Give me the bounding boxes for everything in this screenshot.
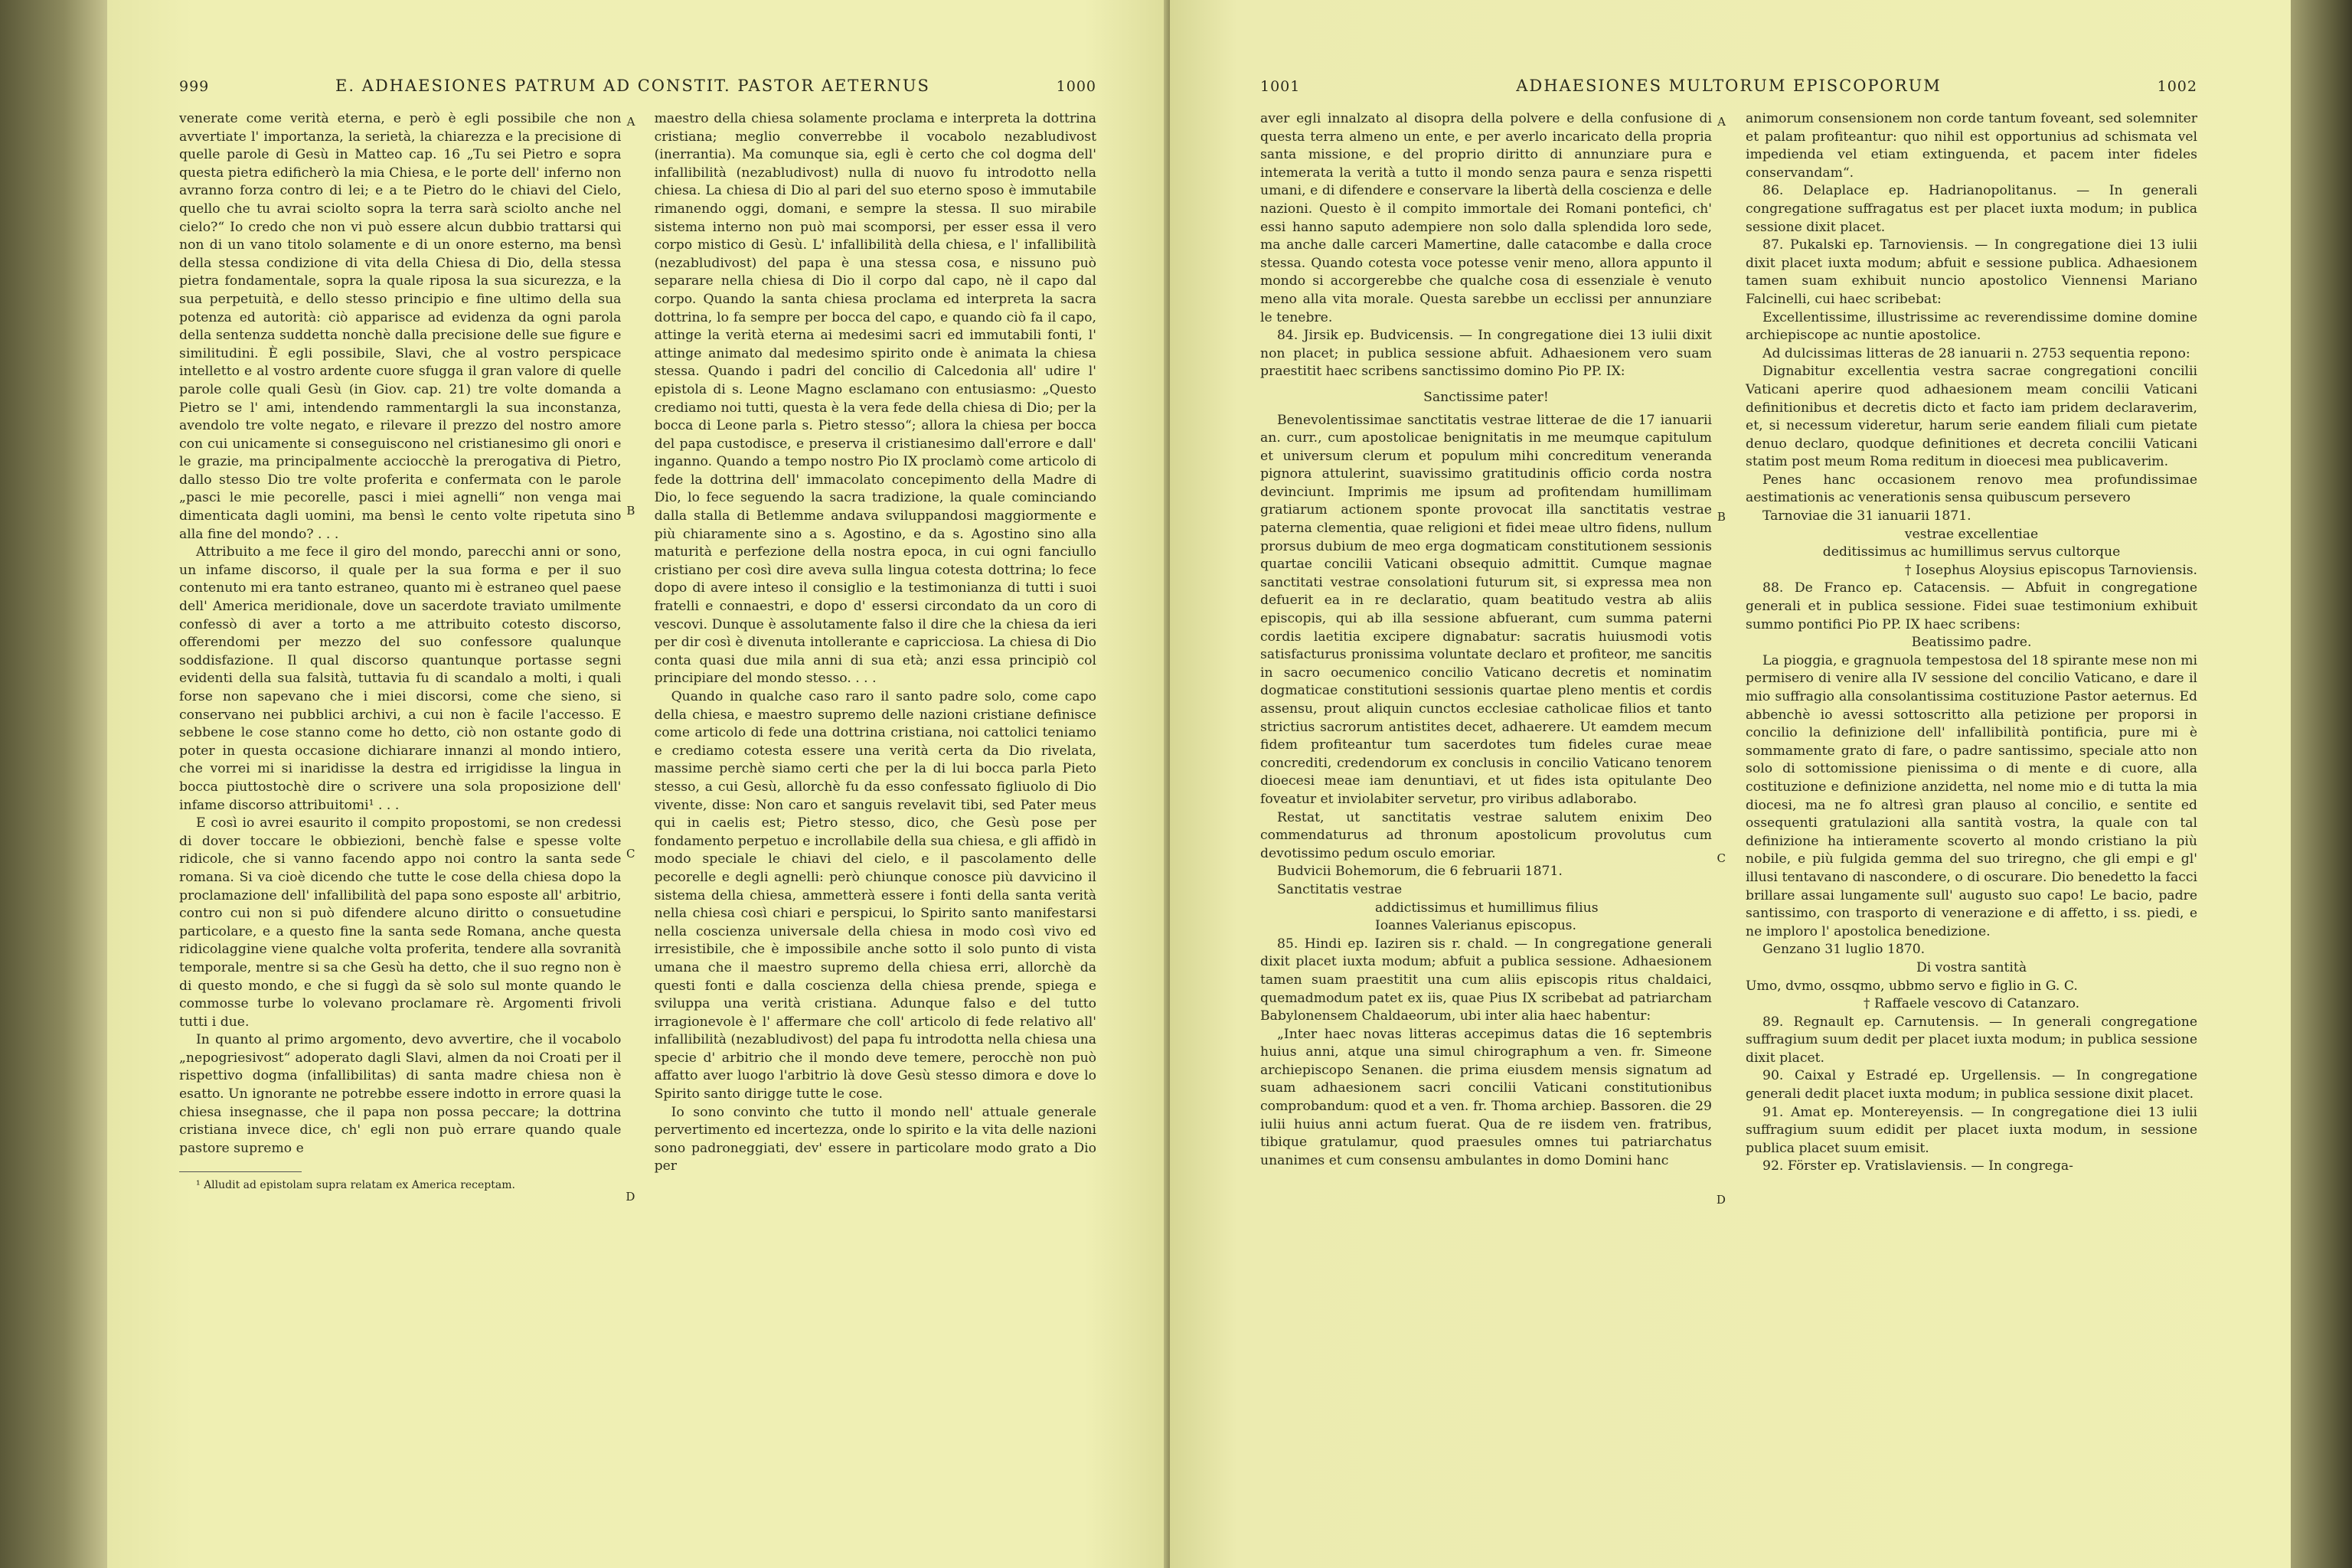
right-page-title: ADHAESIONES MULTORUM EPISCOPORUM bbox=[1516, 77, 1942, 95]
right-running-head bbox=[1260, 77, 2197, 95]
dateline: Tarnoviae die 31 ianuarii 1871. bbox=[1762, 508, 1971, 524]
entry-87: 87. Pukalski ep. Tarnoviensis. — In congregatione diei 13 iulii dixit placet iuxta modum; abfuit e sessione publica. Adhaesionem tamen suam exhibuit nuncio apostolico Viennensi Mariano Falcinelli, cui haec scribebat: bbox=[1746, 237, 2197, 307]
page-number-1002: 1002 bbox=[2157, 78, 2197, 95]
footnote-rule bbox=[179, 1171, 302, 1178]
paragraph: venerate come verità eterna, e però è egli possibile che non avvertiate l' importanza, la serietà, la chiarezza e la precisione di quelle parole di Gesù in Matteo cap. 16 „Tu sei Pietro e sopra questa pietra edificherò la mia Chiesa, e le porte dell' inferno non avranno forza contro di lei; e a te Pietro do le chiavi del Cielo, quello che tu avrai sciolto sopra la terra sarà sciolto anche nel cielo?“ Io credo che non vi può essere alcun dubbio trattarsi qui non di un vano titolo solamente e di un onore esterno, ma bensì della stessa condizione di vita della Chiesa di Dio, della stessa pietra fondamentale, sopra la quale riposa la sua sicurezza, e la sua perpetuità, e dello stesso principio e fine ultimo della sua potenza ed autorità: ciò apparisce ad evidenza da ogni parola della sentenza suddetta nonchè dalla precisione delle sue figure e similitudini. È egli possibile, Slavi, che al vostro perspicace intelletto e al vostro ardente cuore sfugga il gran valore di quelle parole colle quali Gesù (in Giov. cap. 21) tre volte domanda a Pietro se l' ami, intendendo rammentargli la sua inconstanza, avendolo tre volte negato, e rilevare il prezzo del nostro amore con cui unicamente si conseguiscono nel cristianesimo gli onori e le grazie, ma principalmente acciocchè la prerogativa di Pietro, dallo stesso Dio tre volte proferita e confermata con le parole „pasci le mie pecorelle, pasci i miei agnelli“ non venga mai dimenticata dagli uomini, ma bensì le cento volte ripetuta sino alla fine del mondo? . . . bbox=[179, 111, 622, 542]
signature: † Raffaele vescovo di Catanzaro. bbox=[1863, 996, 2080, 1012]
paragraph: Benevolentissimae sanctitatis vestrae litterae de die 17 ianuarii an. curr., cum apostolicae benignitatis in me meumque capitulum et universum clerum et populum mihi concreditum veneranda pignora attulerint, suavissimo gratitudinis officio corda nostra devinciunt. Imprimis me ipsum ad profitendam humillimam gratiarum actionem sponte provocat illa sanctitatis vestrae paterna clementia, quae religioni et fidei meae ultro fidens, nullum prorsus dubium de meo erga dogmaticam constitutionem sessionis quartae concilii Vaticani obsequio admittit. Cumque magnae sanctitati vestrae consolationi futurum sit, si expressa mea non defuerit ea in re declaratio, quam beatitudo vestra ab aliis episcopis, qui ab illa sessione abfuerant, cum summa paterni cordis laetitia excipere dignabatur: sacratis huiusmodi votis satisfacturus pronissima voluntate declaro et profiteor, me sancitis in sacro oecumenico concilio Vaticano decretis et nominatim dogmaticae constitutioni sessionis quartae pleno mentis et cordis assensu, prout aliquin cunctos ecclesiae catholicae filios et tanto strictius sacrorum antistites decet, adhaerere. Ut eamdem mecum fidem profiteantur tum sacerdotes tum fideles curae meae concrediti, credendorum ex conclusis in concilio Vaticano tenorem dioecesi meae iam denuntiavi, et ut fides ista opitulante Deo foveatur et inviolabiter servetur, pro viribus adlaborabo. bbox=[1260, 412, 1712, 807]
paragraph: aver egli innalzato al disopra della polvere e della confusione di questa terra almeno un ente, e per averlo incaricato della propria santa missione, e del proprio diritto di annunziare pura e intemerata la verità a tutto il mondo senza paura e senza rispetti umani, e di difendere e conservare la libertà della coscienza e delle nazioni. Questo è il compito immortale dei Romani pontefici, ch' essi hanno saputo adempiere non solo dalla splendida loro sede, ma anche dalle carceri Mamertine, dalle catacombe e dalla croce stessa. Quando cotesta voce potesse venir meno, allora appunto il mondo si accorgerebbe che qualche cosa di essenziale è venuto meno alla vita morale. Questa sarebbe un ecclissi per annunziare le tenebre. bbox=[1260, 111, 1712, 325]
margin-mark-b: B bbox=[626, 504, 635, 518]
entry-91: 91. Amat ep. Montereyensis. — In congregatione diei 13 iulii suffragium suum edidit per placet iuxta modum, in sessione publica placet suum emisit. bbox=[1746, 1104, 2197, 1156]
margin-mark-a: A bbox=[626, 115, 635, 129]
paragraph: Quando in qualche caso raro il santo padre solo, come capo della chiesa, e maestro supremo delle nazioni cristiane definisce come articolo di fede una dottrina cristiana, noi cattolici teniamo e crediamo cotesta essere una verità certa da Dio rivelata, massime perchè siamo certi che per la di lui bocca parla Pieto stesso, a cui Gesù, allorchè fu da esso confessato figliuolo di Dio vivente, disse: Non caro et sanguis revelavit tibi, sed Pater meus qui in caelis est; Pietro stesso, dico, che Gesù pose per fondamento perpetuo e incrollabile della sua chiesa, e gli affidò in modo speciale le chiavi del cielo, e il pascolamento delle pecorelle e degli agnelli: però chiunque conosce più davvicino il sistema della chiesa, ammetterà essere i fonti della santa verità nella chiesa così chiari e perspicui, lo Spirito santo manifestarsi nella coscienza universale della chiesa in modo così vivo ed irresistibile, che è impossibile anche sotto il solo punto di vista umana che il maestro supremo della chiesa erri, allorchè da questi fonti e dalla coscienza della chiesa prende, spiega e sviluppa una verità cristiana. Adunque falso e del tutto irragionevole è l' affermare che coll' articolo di fede relativo all' infallibilità (nezabludivost) del papa fu introdotta nella chiesa una specie d' arbitrio che il mondo deve temere, perocchè non può affatto aver luogo l'arbitrio là dove Gesù stesso dimora e dove lo Spirito santo dirigge tutte le cose. bbox=[654, 689, 1096, 1102]
margin-mark-c: C bbox=[1717, 851, 1726, 865]
signature: † Iosephus Aloysius episcopus Tarnoviensis. bbox=[1904, 562, 2197, 578]
page-number-1000: 1000 bbox=[1056, 78, 1096, 95]
paragraph: „Inter haec novas litteras accepimus datas die 16 septembris huius anni, atque una simul chirographum a ven. fr. Simeone archiepiscopo Senanen. die prima eiusdem mensis signatum ad suam adhaesionem sacri concilii Vaticani constitutionibus comprobandum: quod et a ven. fr. Thoma archiep. Bassoren. die 29 iulii huius anni actum fuerat. Qua de re iisdem ven. fratribus, tibique gratulamur, quod praesules omnes tui patriarchatus unanimes et cum consensu ambulantes in domo Domini hanc bbox=[1260, 1026, 1712, 1168]
paragraph: E così io avrei esaurito il compito propostomi, se non credessi di dover toccare le obbiezioni, benchè false e spesse volte ridicole, che si vanno facendo appo noi contro la santa sede romana. Si va cioè dicendo che tutte le cose della chiesa dopo la proclamazione dell' infallibilità del papa sono esposte all' arbitrio, contro cui non si può difendere alcuno diritto o consuetudine particolare, e a questo fine la santa sede Romana, anche questa ridicolaggine viene qualche volta proferita, tendere alla sovranità temporale, mentre si sa che Gesù ha detto, che il suo regno non è di questo mondo, e che si fuggì da sè solo sul monte quando le commosse turbe lo volevano proclamare rè. Argomenti frivoli tutti i due. bbox=[179, 815, 622, 1030]
entry-90: 90. Caixal y Estradé ep. Urgellensis. — In congregatione generali dedit placet iuxta modum; in publica sessione dixit placet. bbox=[1746, 1068, 2197, 1102]
entry-85: 85. Hindi ep. Iaziren sis r. chald. — In congregatione generali dixit placet iuxta modum; abfuit a publica sessione. Adhaesionem tamen suam praestitit una cum aliis episcopis ritus chaldaici, quemadmodum patet ex iis, quae Pius IX scribebat ad patriarcham Babylonensem Chaldaeorum, ubi inter alia haec habentur: bbox=[1260, 936, 1712, 1024]
left-page-column-1 bbox=[179, 110, 635, 1204]
entry-84: 84. Jirsik ep. Budvicensis. — In congregatione diei 13 iulii dixit non placet; in publica sessione abfuit. Adhaesionem vero suam praestitit haec scribens sanctissimo domino Pio PP. IX: bbox=[1260, 328, 1712, 380]
page-number-1001: 1001 bbox=[1260, 78, 1301, 95]
entry-92: 92. Förster ep. Vratislaviensis. — In congrega- bbox=[1762, 1158, 2073, 1174]
right-page-column-1 bbox=[1260, 110, 1726, 1207]
closing: addictissimus et humillimus filius bbox=[1375, 900, 1599, 916]
paragraph: maestro della chiesa solamente proclama e interpreta la dottrina cristiana; meglio converrebbe il vocabolo nezabludivost (inerrantia). Ma comunque sia, egli è certo che col dogma dell' infallibilità (nezabludivost) nulla di nuovo fu introdotto nella chiesa. La chiesa di Dio al pari del suo eterno sposo è immutabile rimanendo oggi, domani, e sempre la stessa. Il suo mirabile sistema interno non può mai scomporsi, per esser essa il vero corpo mistico di Gesù. L' infallibilità della chiesa, e l' infallibilità (nezabludivost) del papa è una stessa cosa, e nissuno può separare nella chiesa di Dio il corpo dal capo, nè il capo dal corpo. Quando la santa chiesa proclama ed interpreta la sacra dottrina, lo fa sempre per bocca del capo, e quando ciò fa il capo, attinge la verità eterna ai medesimi sacri ed immutabili fonti, l' attinge animato dal medesimo spirito onde è animata la chiesa stessa. Quando i padri del concilio di Calcedonia all' udire l' epistola di s. Leone Magno esclamano con entusiasmo: „Questo crediamo noi tutti, questa è la vera fede della chiesa di Dio; per la bocca di Leone parla s. Pietro stesso“; allora la chiesa per bocca del papa custodisce, e preserva il cristianesimo dall'errore e dall' inganno. Quando a tempo nostro Pio IX proclamò come articolo di fede la dottrina dell' immacolato concepimento della Madre di Dio, lo fece seguendo la sacra tradizione, la quale cominciando dalla stalla di Betlemme andava sviluppandosi maggiormente e più chiaramente sino a s. Agostino, e da s. Agostino sino alla maturità e perfezione della nostra epoca, in cui ogni fanciullo cristiano per così dire aveva sulla lingua cotesta dottrina; lo fece dopo di avere inteso il consiglio e la testimonianza di tutti i suoi fratelli e connaestri, e dopo d' essersi circondato da un coro di vescovi. Dunque è assolutamente falso il dire che la chiesa da ieri per dir così è divenuta intollerante e capricciosa. La chiesa di Dio conta quasi due mila anni di sua età; anzi essa principiò col principiare del mondo stesso. . . . bbox=[654, 111, 1096, 687]
right-page bbox=[1170, 0, 2291, 1568]
paragraph: La pioggia, e gragnuola tempestosa del 18 spirante mese non mi permisero di venire alla IV sessione del concilio Vaticano, e dare il mio suffragio alla consolantissima costituzione Pastor aeternus. Ed abbenchè io avessi sottoscritto alla petizione per proporsi in concilio la definizione dell' infallibilità pontificia, pure mi è sommamente grato di fare, o padre santissimo, speciale atto non solo di sottomissione pienissima o di mente e di cuore, alla costituzione e definizione anzidetta, nel nome mio e di tutta la mia diocesi, ma ne fo altresì gran plauso al concilio, e sentite ed ossequenti gratulazioni alla santità vostra, la quale con tal definizione ha intieramente scoverto al mondo cristiano la più nobile, e più fulgida gemma del suo triregno, che gli empi e gl' illusi tentavano di nascondere, o di oscurare. Dio benedetto la facci brillare assai lungamente sull' augusto suo capo! Le bacio, padre santissimo, con trasporto di venerazione e di affetto, i ss. piedi, e ne imploro l' apostolica benedizione. bbox=[1746, 652, 2197, 939]
margin-mark-c: C bbox=[626, 847, 635, 861]
entry-88: 88. De Franco ep. Catacensis. — Abfuit in congregatione generali et in publica sessione. Fidei suae testimonium exhibuit summo pontifici Pio PP. IX haec scribens: bbox=[1746, 580, 2197, 632]
closing: vestrae excellentiae bbox=[1904, 526, 2039, 542]
paragraph: Penes hanc occasionem renovo mea profundissimae aestimationis ac venerationis sensa quibuscum persevero bbox=[1746, 472, 2197, 506]
paragraph: animorum consensionem non corde tantum foveant, sed solemniter et palam profiteantur: quo nihil est opportunius ad schismata vel impedienda vel etiam extinguenda, et pacem inter fideles conservandam“. bbox=[1746, 111, 2197, 181]
paragraph: Ad dulcissimas litteras de 28 ianuarii n. 2753 sequentia repono: bbox=[1762, 345, 2190, 361]
left-page-column-2 bbox=[655, 110, 1096, 1193]
paragraph: Restat, ut sanctitatis vestrae salutem enixim Deo commendaturus ad thronum apostolicum provolutus cum devotissimo pedum osculo emoriar. bbox=[1260, 809, 1712, 861]
paragraph: Dignabitur excellentia vestra sacrae congregationi concilii Vaticani aperire quod adhaesionem meam concilii Vaticani definitionibus et decretis dicto et facto iam pridem declaraverim, et, si necessum videretur, harum serie eandem filiali cum pietate denuo declaro, quodque definitiones et decreta concilii Vaticani statim post meum Roma reditum in dioecesi mea publicaverim. bbox=[1746, 364, 2197, 470]
signature: Ioannes Valerianus episcopus. bbox=[1375, 918, 1576, 934]
left-page bbox=[107, 0, 1170, 1568]
margin-mark-a: A bbox=[1717, 115, 1726, 129]
closing: Di vostra santità bbox=[1916, 959, 2027, 975]
closing: Sanctitatis vestrae bbox=[1277, 881, 1403, 897]
left-running-head bbox=[179, 77, 1096, 95]
footnote: ¹ Alludit ad epistolam supra relatam ex America receptam. bbox=[196, 1179, 515, 1192]
dateline: Genzano 31 luglio 1870. bbox=[1762, 942, 1926, 958]
margin-mark-b: B bbox=[1717, 510, 1726, 524]
entry-86: 86. Delaplace ep. Hadrianopolitanus. — In generali congregatione suffragatus est per placet iuxta modum; in publica sessione dixit placet. bbox=[1746, 183, 2197, 235]
entry-89: 89. Regnault ep. Carnutensis. — In generali congregatione suffragium suum dedit per placet iuxta modum; in publica sessione dixit placet. bbox=[1746, 1014, 2197, 1066]
paragraph: Io sono convinto che tutto il mondo nell' attuale generale pervertimento ed incertezza, onde lo spirito e la vita delle nazioni sono padroneggiati, dev' essere in particolare modo grato a Dio per bbox=[654, 1104, 1096, 1174]
closing: deditissimus ac humillimus servus cultorque bbox=[1822, 544, 2121, 560]
paragraph: In quanto al primo argomento, devo avvertire, che il vocabolo „nepogriesivost“ adoperato dagli Slavi, almen da noi Croati per il rispettivo dogma (infallibilitas) di santa madre chiesa non è esatto. Un ignorante ne potrebbe essere indotto in errore quasi la chiesa insegnasse, che il papa non possa peccare; la dottrina cristiana invece dice, ch' egli non può errare quando quale pastore supremo e bbox=[179, 1032, 622, 1156]
left-page-title: E. ADHAESIONES PATRUM AD CONSTIT. PASTOR AETERNUS bbox=[335, 77, 930, 95]
dateline: Budvicii Bohemorum, die 6 februarii 1871. bbox=[1277, 864, 1563, 880]
page-number-999: 999 bbox=[179, 78, 210, 95]
salutation: Excellentissime, illustrissime ac reverendissime domine domine archiepiscope ac nuntie apostolice. bbox=[1746, 309, 2197, 344]
paragraph: Attribuito a me fece il giro del mondo, parecchi anni or sono, un infame discorso, il quale per la sua forma e per il suo contenuto mi era tanto estraneo, quanto mi è estraneo quel paese dell' America meridionale, dove un sacerdote traviato umilmente confessò di aver a torto a me attribuito cotesto discorso, offerendomi per mezzo del suo confessore qualunque soddisfazione. Il qual discorso quantunque portasse segni evidenti della sua falsità, tuttavia fu di scandalo a molti, i quali forse non sapevano che i miei discorsi, come che sieno, si conservano nei pubblici archivi, a cui non è facile l'accesso. E sebbene le cose stanno come ho detto, ciò non ostante godo di poter in questa occasione dichiarare innanzi al mondo intiero, che vorrei mi si inaridisse la destra ed irrigidisse la lingua in bocca piuttostochè dire o scrivere una sola proposizione dell' infame discorso attribuitomi¹ . . . bbox=[179, 544, 622, 813]
closing: Umo, dvmo, ossqmo, ubbmo servo e figlio in G. C. bbox=[1746, 978, 2078, 994]
book-edge-left bbox=[0, 0, 107, 1568]
margin-mark-d: D bbox=[1716, 1193, 1726, 1207]
salutation: Beatissimo padre. bbox=[1911, 635, 2032, 651]
right-page-column-2 bbox=[1746, 110, 2197, 1176]
salutation: Sanctissime pater! bbox=[1423, 389, 1549, 405]
margin-mark-d: D bbox=[626, 1190, 635, 1204]
book-edge-right bbox=[2291, 0, 2352, 1568]
